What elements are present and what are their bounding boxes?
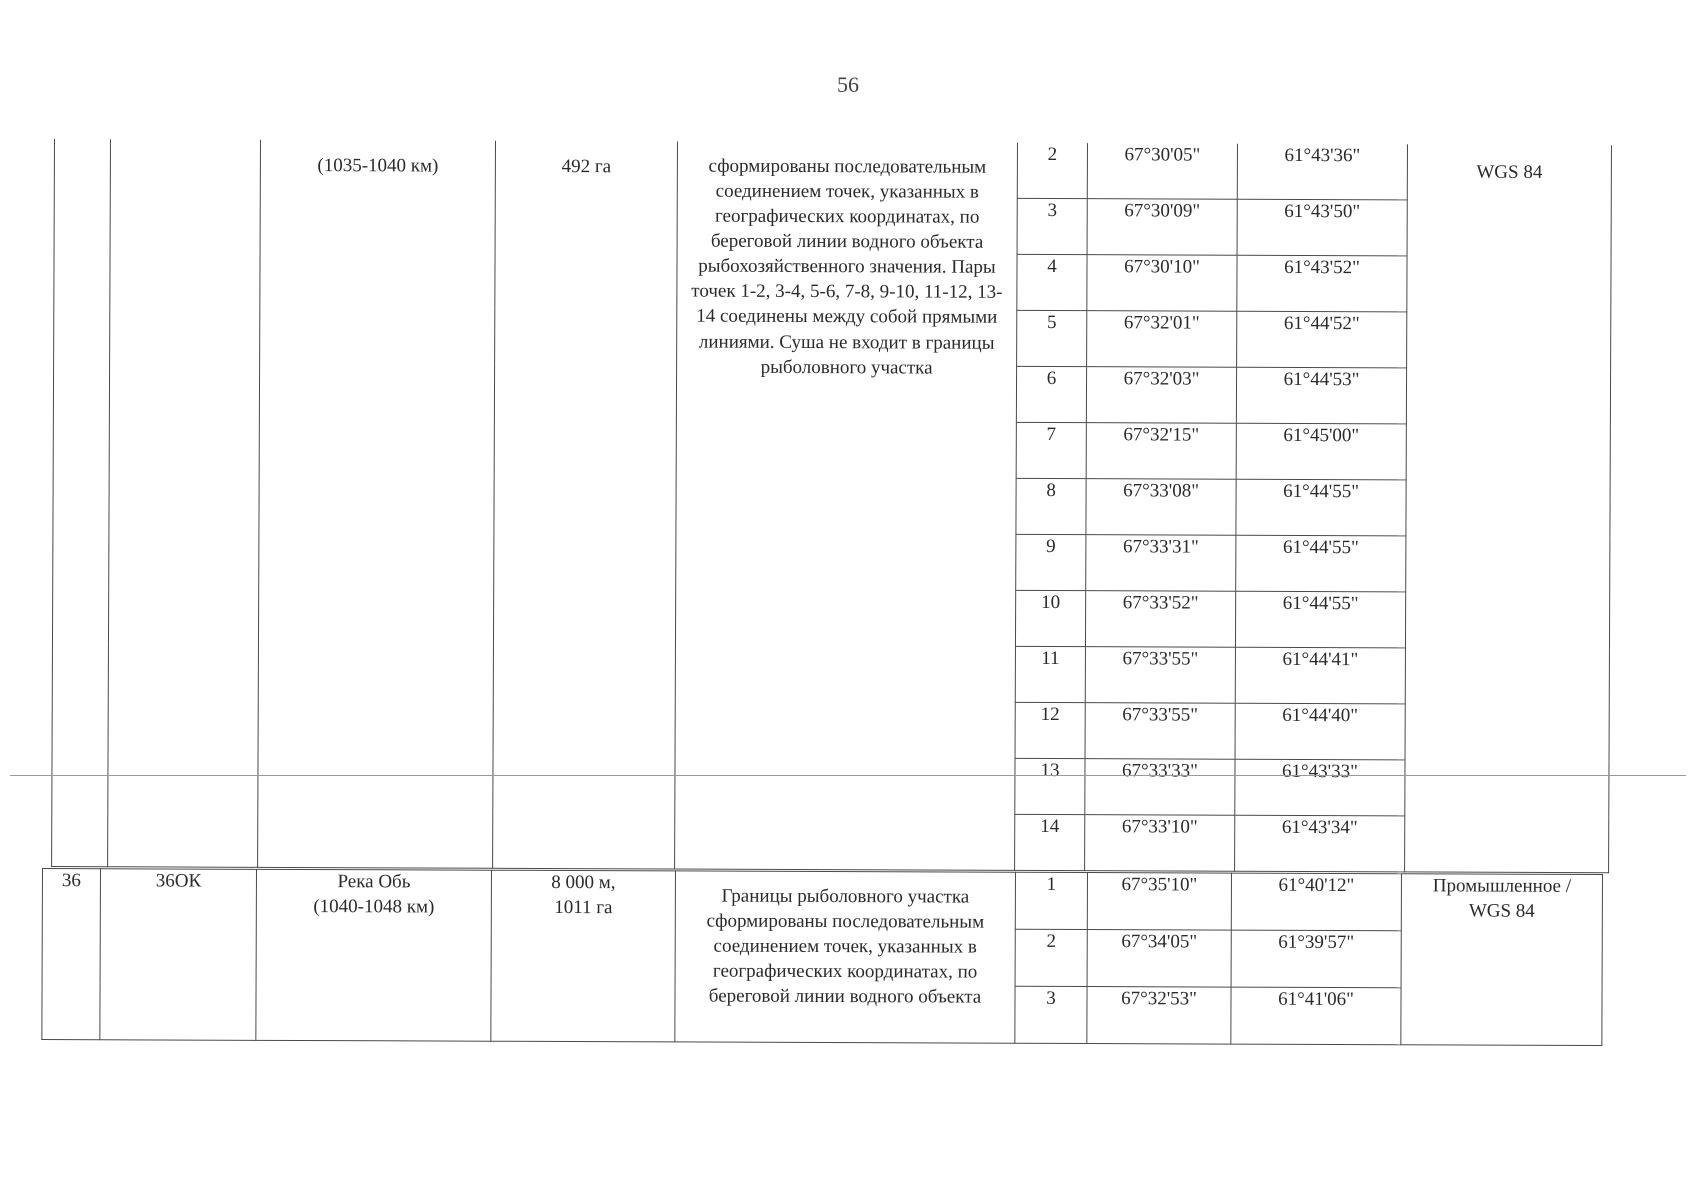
- entry-number: 36: [42, 869, 101, 1040]
- point-number: 8: [1016, 478, 1086, 534]
- latitude: 67°33'55": [1085, 647, 1235, 704]
- latitude: 67°32'01": [1087, 311, 1237, 368]
- entry-code: 36ОК: [100, 869, 257, 1041]
- table-row: [42, 869, 1602, 932]
- latitude: 67°32'03": [1086, 367, 1236, 424]
- longitude: 61°44'41": [1235, 647, 1405, 704]
- latitude: 67°33'31": [1086, 535, 1236, 592]
- point-number: 6: [1016, 366, 1086, 422]
- longitude: 61°45'00": [1236, 423, 1406, 480]
- purpose-coordinate-system: Промышленное / WGS 84: [1401, 874, 1603, 1046]
- latitude: 67°33'08": [1086, 479, 1236, 536]
- water-body-location: Река Обь (1040-1048 км): [256, 869, 492, 1041]
- registry-table-entry-36: [41, 868, 1603, 1046]
- longitude: 61°43'50": [1237, 199, 1407, 256]
- scan-fold-line: [10, 775, 1686, 776]
- latitude: 67°30'09": [1087, 199, 1237, 256]
- longitude: 61°44'40": [1235, 703, 1405, 760]
- point-number: 10: [1015, 590, 1085, 646]
- longitude: 61°44'52": [1237, 311, 1407, 368]
- longitude: 61°40'12": [1231, 873, 1401, 931]
- point-number: 1: [1015, 872, 1087, 929]
- longitude: 61°44'53": [1236, 367, 1406, 424]
- latitude: 67°33'55": [1085, 703, 1235, 760]
- boundary-description: сформированы последовательным соединением точек, указанных в географических координатах, по береговой линии водного объекта рыбохозяйственного значения. Пары точек 1-2, 3-4, 5-6, 7-8, 9-10, 11-12, 13-14 соединены между собой прямыми линиями. Суша не входит в границы рыболовного участка: [675, 142, 1018, 871]
- latitude: 67°33'10": [1085, 815, 1235, 872]
- latitude: 67°35'10": [1087, 873, 1231, 931]
- longitude: 61°44'55": [1236, 535, 1406, 592]
- point-number: 3: [1017, 198, 1087, 254]
- point-number: 11: [1015, 646, 1085, 702]
- entry-code-empty: [108, 139, 261, 867]
- point-number: 2: [1017, 143, 1087, 199]
- area-size: 8 000 м, 1011 га: [491, 870, 676, 1042]
- point-number: 5: [1017, 310, 1087, 366]
- longitude: 61°44'55": [1235, 591, 1405, 648]
- area-size: 492 га: [493, 141, 678, 869]
- latitude: 67°30'05": [1087, 143, 1237, 199]
- entry-number-empty: [52, 139, 111, 867]
- latitude: 67°33'52": [1085, 591, 1235, 648]
- latitude: 67°34'05": [1087, 930, 1231, 988]
- longitude: 61°43'36": [1237, 144, 1407, 200]
- point-number: 4: [1017, 254, 1087, 310]
- point-number: 12: [1015, 702, 1085, 758]
- point-number: 13: [1015, 758, 1085, 814]
- boundary-description: Границы рыболовного участка сформированы последовательным соединением точек, указанных в географических координатах, по береговой линии водного объекта: [675, 871, 1016, 1043]
- table-row: [54, 139, 1611, 201]
- longitude: 61°43'52": [1237, 255, 1407, 312]
- longitude: 61°41'06": [1231, 987, 1401, 1045]
- longitude: 61°39'57": [1231, 930, 1401, 988]
- point-number: 3: [1015, 986, 1087, 1043]
- point-number: 9: [1016, 534, 1086, 590]
- latitude: 67°32'15": [1086, 423, 1236, 480]
- page-number: 56: [837, 72, 859, 97]
- latitude: 67°33'33": [1085, 759, 1235, 816]
- water-body-location: (1035-1040 км): [258, 140, 496, 868]
- point-number: 14: [1015, 814, 1085, 870]
- purpose-coordinate-system: WGS 84: [1405, 144, 1612, 872]
- longitude: 61°44'55": [1236, 479, 1406, 536]
- point-number: 7: [1016, 422, 1086, 478]
- longitude: 61°43'34": [1235, 815, 1405, 872]
- longitude: 61°43'33": [1235, 759, 1405, 816]
- point-number: 2: [1015, 929, 1087, 986]
- registry-table-continuation: [51, 139, 1612, 873]
- latitude: 67°32'53": [1087, 987, 1231, 1045]
- latitude: 67°30'10": [1087, 255, 1237, 312]
